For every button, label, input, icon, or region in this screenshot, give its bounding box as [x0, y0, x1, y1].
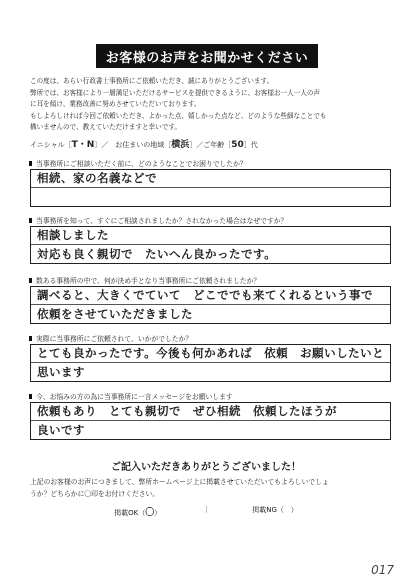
- answer-5-line-2: 良いです: [37, 423, 85, 437]
- area-close: ］: [189, 141, 197, 149]
- answer-3-line-2: 依頼をさせていただきました: [37, 307, 193, 321]
- answer-1-line-1: 相続、家の名義などで: [37, 171, 157, 185]
- question-5-prompt: 今、お悩みの方の為に当事務所に一言メッセージをお願いします: [30, 392, 391, 402]
- page-number: 017: [371, 563, 394, 577]
- initial-close: ］: [94, 141, 102, 149]
- options-divider: ｜: [203, 506, 211, 514]
- question-4: [30, 334, 391, 382]
- intro-line: 構いませんので、教えていただけますと幸いです。: [30, 123, 181, 132]
- answer-box-4: [30, 344, 391, 382]
- answer-2-line-2: 対応も良く親切で たいへん良かったです。: [37, 247, 277, 261]
- consent-line: うか？どちらかに〇印をお付けください。: [30, 489, 160, 498]
- intro-line: に耳を傾け、業務改善に努めさせていただいております。: [30, 100, 201, 109]
- page-title: お客様のお声をお聞かせください: [96, 44, 318, 68]
- publish-ok-label: 掲載OK（: [114, 509, 146, 517]
- question-2: [30, 216, 391, 264]
- answer-3-line-1: 調べると、大きくでていて どこででも来てくれるという事で: [37, 288, 373, 302]
- question-3: [30, 276, 391, 324]
- area-value: 横浜: [171, 140, 190, 150]
- answer-box-2: [30, 226, 391, 264]
- publish-ok-close: ）: [154, 509, 162, 517]
- publish-ok-mark: 〇: [145, 508, 155, 518]
- answer-4-line-2: 思います: [37, 365, 85, 379]
- publish-ok-option[interactable]: [114, 505, 161, 518]
- thank-you-message: ご記入いただきありがとうございました！: [111, 462, 301, 473]
- intro-line: もしよろしければ今回ご依頼いただき、よかった点、嬉しかった点など、どのような些細なことでも: [30, 111, 327, 120]
- question-4-prompt: 実際に当事務所にご依頼されて、いかがでしたか？: [30, 334, 391, 344]
- consent-line: 上記のお客様のお声につきまして、弊所ホームページ上に掲載させていただいてもよろしいでしょ: [30, 478, 329, 486]
- answer-box-1: [30, 169, 391, 207]
- answer-4-line-1: とても良かったです。今後も何かあれば 依頼 お願いしたいと: [37, 346, 385, 360]
- answer-box-5: [30, 402, 391, 440]
- initial-value: T・N: [71, 140, 95, 150]
- question-1-prompt: 当事務所にご相談いただく前に、どのようなことでお困りでしたか？: [30, 159, 391, 169]
- respondent-profile: [30, 138, 390, 152]
- question-1: [30, 159, 391, 207]
- consent-text: [30, 477, 386, 500]
- answer-box-3: [30, 286, 391, 324]
- question-3-prompt: 数ある事務所の中で、何が決め手となり当事務所にご依頼されましたか？: [30, 276, 391, 286]
- publish-options: [0, 505, 412, 518]
- area-label: ／ お住まいの地域［: [101, 141, 172, 149]
- answer-5-line-1: 依頼もあり とても親切で ぜひ相続 依頼したほうが: [37, 404, 337, 418]
- age-label: ／ご年齢［: [196, 141, 232, 149]
- answer-2-line-1: 相談しました: [37, 228, 109, 242]
- question-2-prompt: 当事務所を知って、すぐにご相談されましたか？されなかった場合はなぜですか？: [30, 216, 391, 226]
- intro-line: 弊所では、お客様により一層満足いただけるサービスを提供できるように、お客様お一人一人の声: [30, 88, 321, 97]
- intro-text: [30, 76, 386, 134]
- intro-line: この度は、あらい行政書士事務所にご依頼いただき、誠にありがとうございます。: [30, 77, 274, 85]
- age-close: ］代: [243, 141, 258, 149]
- question-5: [30, 392, 391, 440]
- initial-label: イニシャル［: [30, 141, 72, 149]
- age-value: 50: [231, 140, 244, 150]
- publish-ng-option[interactable]: 掲載NG（ ）: [252, 506, 298, 514]
